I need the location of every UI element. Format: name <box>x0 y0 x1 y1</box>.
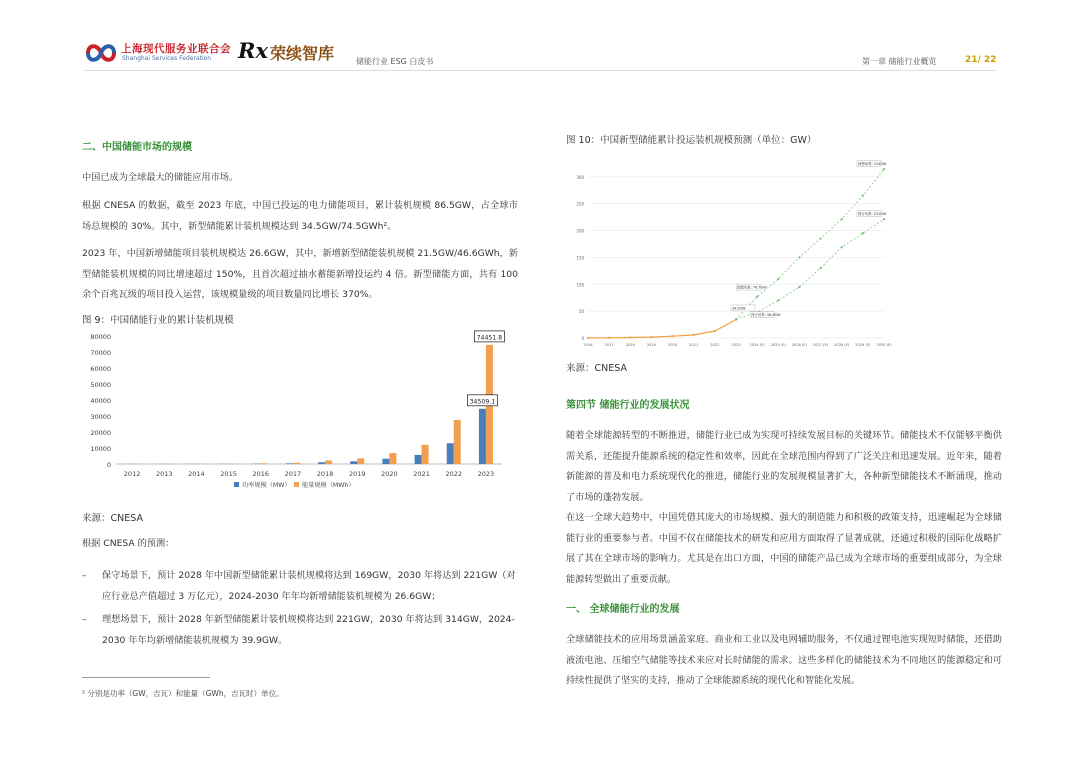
data-point <box>777 299 779 301</box>
x-tick-label: 2029 (E) <box>855 343 871 347</box>
legend-label: 能量规模（MWh） <box>302 482 355 489</box>
bullet-marker: – <box>82 570 87 581</box>
bullet-marker: – <box>82 614 87 625</box>
bar-energy <box>261 463 268 464</box>
document-title: 储能行业 ESG 白皮书 <box>356 57 434 66</box>
federation-name-en: Shanghai Services Federation <box>122 55 212 62</box>
y-tick-label: 10000 <box>90 445 111 453</box>
x-tick-label: 2019 <box>646 343 657 347</box>
x-tick-label: 2026 (E) <box>791 343 808 347</box>
bar-power <box>382 459 389 464</box>
annotation-label: 理想场景: 314GW <box>858 162 887 167</box>
forecast-bullet-conservative <box>82 566 522 610</box>
data-point <box>735 318 737 320</box>
x-tick-label: 2021 <box>689 343 699 347</box>
y-tick-label: 0 <box>581 336 584 341</box>
data-point <box>798 256 800 258</box>
y-tick-label: 50000 <box>90 381 111 389</box>
data-point <box>714 330 716 332</box>
forecast-intro: 根据 CNESA 的预测： <box>82 538 175 549</box>
y-tick-label: 0 <box>106 461 111 469</box>
annotation-label: 理想场景: 76.7GW <box>737 285 767 290</box>
bar-power <box>318 462 325 464</box>
x-tick-label: 2022 <box>445 470 463 478</box>
x-tick-label: 2022 <box>710 343 720 347</box>
data-point <box>841 246 843 248</box>
x-tick-label: 2016 <box>252 470 270 478</box>
paragraph-5: 在这一全球大趋势中，中国凭借其庞大的市场规模、强大的制造能力和积极的政策支持，迅速崛起为全球储能行业的重要参与者。中国不仅在储能技术的研发和应用方面取得了显著成就，还通过积极的国际化战略扩展了其在全球市场的影响力。尤其是在出口方面，中国的储能产品已成为全球市场的重要组成部分，为全球能源转型做出了重要贡献。 <box>566 512 1002 585</box>
think-tank-name: 荣续智库 <box>270 44 335 63</box>
figure-10-source: 来源：CNESA <box>566 363 627 374</box>
forecast-line-chart <box>566 150 896 350</box>
paragraph-3: 2023 年，中国新增储能项目装机规模达 26.6GW，其中，新增新型储能装机规模 21.5GW/46.6GWh，新型储能装机规模的同比增速超过 150%，且首次超过抽水蓄能新增投运约 4 倍。新型储能方面，共有 100 余个百兆瓦级的项目投入运营，该规模量级的项目数量同比增长 370%。 <box>82 248 518 300</box>
figure-9-title: 图 9：中国储能行业的累计装机规模 <box>82 315 234 326</box>
data-point <box>587 337 589 339</box>
bar-energy <box>357 458 364 464</box>
header-divider <box>84 70 996 71</box>
data-point <box>693 334 695 336</box>
x-tick-label: 2020 <box>667 343 678 347</box>
paragraph-4: 随着全球能源转型的不断推进，储能行业已成为实现可持续发展目标的关键环节。储能技术不仅能够平衡供需关系，还能提升能源系统的稳定性和效率，因此在全球范围内得到了广泛关注和迅速发展。近年来，随着新能源的普及和电力系统现代化的推进，储能行业的发展规模显著扩大，各种新型储能技术不断涌现，推动了市场的蓬勃发展。 <box>566 430 1002 503</box>
data-point <box>883 218 885 220</box>
footnote: ² 分别是功率（GW，吉瓦）和能量（GWh，吉瓦时）单位。 <box>82 689 284 698</box>
section-heading: 第四节 储能行业的发展状况 <box>566 400 690 411</box>
bullet-text: 理想场景下，预计 2028 年新型储能累计装机规模将达到 221GW，2030 年将达到 314GW，2024-2030 年年均新增储能装机规模为 39.9GW。 <box>102 614 515 646</box>
legend-label: 功率规模（MW） <box>242 482 291 489</box>
x-tick-label: 2024 (E) <box>749 343 765 347</box>
bar-power <box>350 461 357 464</box>
bar-power <box>479 409 486 464</box>
y-tick-label: 60000 <box>90 365 111 373</box>
x-tick-label: 2023 <box>477 470 495 478</box>
federation-name: 上海现代服务业联合会 <box>121 43 231 55</box>
bar-energy <box>389 453 396 464</box>
x-tick-label: 2021 <box>413 470 430 478</box>
x-tick-label: 2017 <box>284 470 302 478</box>
data-label: 34509.1 <box>469 398 496 406</box>
x-tick-label: 2017 <box>604 343 614 347</box>
x-tick-label: 2019 <box>348 470 366 478</box>
x-tick-label: 2018 <box>625 343 635 347</box>
bar-power <box>286 463 293 464</box>
y-tick-label: 20000 <box>90 429 111 437</box>
x-tick-label: 2023 <box>731 343 741 347</box>
data-point <box>671 335 673 337</box>
installed-capacity-bar-chart <box>82 330 522 500</box>
data-point <box>819 267 821 269</box>
bullet-text: 保守场景下，预计 2028 年中国新型储能累计装机规模将达到 169GW，2030 年将达到 221GW（对应行业总产值超过 3 万亿元），2024-2030 年年均新增储能装机规模为 26.6GW； <box>102 570 516 602</box>
forecast-bullet-ideal <box>82 610 522 654</box>
bar-power <box>415 455 422 464</box>
data-point <box>819 237 821 239</box>
paragraph-6: 全球储能技术的应用场景涵盖家庭、商业和工业以及电网辅助服务，不仅通过锂电池实现短时储能，还借助液流电池、压缩空气储能等技术来应对长时储能的需求。这些多样化的储能技术为不同地区的能源稳定和可持续性提供了坚实的支持，推动了全球能源系统的现代化和智能化发展。 <box>566 634 1002 686</box>
data-point <box>798 286 800 288</box>
rx-logo-icon: Rx <box>238 38 268 63</box>
data-point <box>629 336 631 338</box>
legend-swatch <box>294 482 299 487</box>
figure-9-source: 来源：CNESA <box>82 513 143 524</box>
footnote-divider <box>82 677 210 678</box>
data-point <box>777 278 779 280</box>
y-tick-label: 40000 <box>90 397 111 405</box>
data-point <box>883 168 885 170</box>
figure-10-title: 图 10：中国新型储能累计投运装机规模预测（单位：GW） <box>566 135 817 146</box>
federation-logo-icon <box>84 40 118 66</box>
bar-energy <box>325 460 332 464</box>
bar-power <box>447 443 454 464</box>
x-tick-label: 2025 (E) <box>770 343 786 347</box>
y-tick-label: 200 <box>576 228 584 234</box>
bar-energy <box>454 420 461 464</box>
data-point <box>841 218 843 220</box>
data-point <box>756 296 758 298</box>
series-line <box>588 320 736 338</box>
y-tick-label: 300 <box>576 174 584 180</box>
x-tick-label: 2030 (E) <box>876 343 892 347</box>
data-point <box>862 232 864 234</box>
y-tick-label: 70000 <box>90 349 111 357</box>
subsection-heading: 一、 全球储能行业的发展 <box>566 604 680 615</box>
data-point <box>862 194 864 196</box>
annotation-label: 34.5GW <box>732 306 746 311</box>
x-tick-label: 2014 <box>188 470 205 478</box>
section-title: 二、中国储能市场的规模 <box>82 142 192 153</box>
series-line <box>736 169 884 319</box>
y-tick-label: 30000 <box>90 413 111 421</box>
x-tick-label: 2013 <box>155 470 173 478</box>
x-tick-label: 2018 <box>316 470 334 478</box>
x-tick-label: 2015 <box>220 470 237 478</box>
legend-swatch <box>234 482 239 487</box>
x-tick-label: 2016 <box>583 343 593 347</box>
bar-energy <box>293 463 300 464</box>
paragraph-2: 根据 CNESA 的数据，截至 2023 年底，中国已投运的电力储能项目，累计装机规模 86.5GW，占全球市场总规模的 30%。其中，新型储能累计装机规模达到 34.5GW/74.5GWh²。 <box>82 200 518 232</box>
y-tick-label: 100 <box>576 282 584 288</box>
bar-energy <box>422 445 429 464</box>
chapter-label: 第一章 储能行业概览 <box>862 57 937 66</box>
y-tick-label: 250 <box>576 201 584 207</box>
annotation-label: 保守场景: 48.6GW <box>751 313 781 318</box>
x-tick-label: 2012 <box>123 470 141 478</box>
data-point <box>650 336 652 338</box>
annotation-label: 保守场景: 221GW <box>858 212 887 217</box>
data-label: 74451.8 <box>476 334 503 342</box>
data-point <box>608 337 610 339</box>
y-tick-label: 80000 <box>90 333 111 341</box>
page-number: 21/ 22 <box>965 55 997 65</box>
x-tick-label: 2028 (E) <box>834 343 850 347</box>
series-line <box>736 219 884 319</box>
x-tick-label: 2027 (E) <box>812 343 829 347</box>
paragraph-1: 中国已成为全球最大的储能应用市场。 <box>82 172 239 183</box>
y-tick-label: 150 <box>576 255 584 261</box>
y-tick-label: 50 <box>578 309 584 315</box>
x-tick-label: 2020 <box>381 470 398 478</box>
